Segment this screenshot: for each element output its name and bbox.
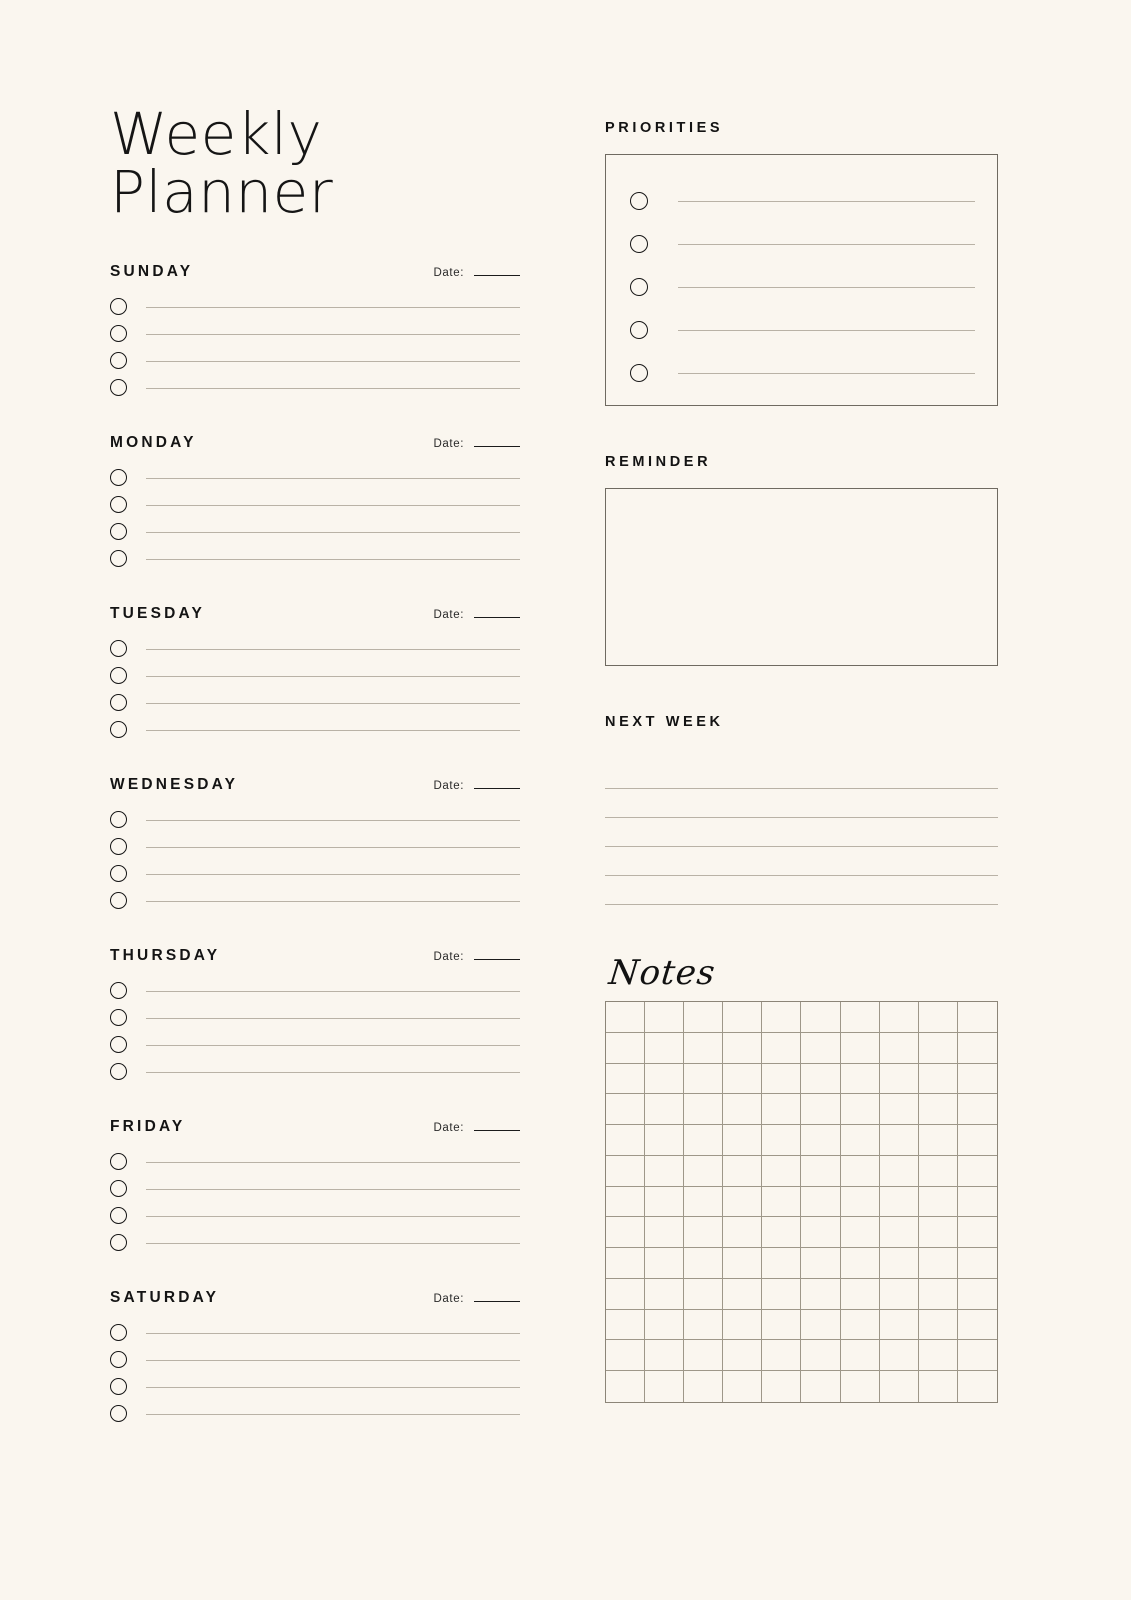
notes-grid-cell[interactable] [723, 1217, 762, 1248]
notes-grid-cell[interactable] [684, 1371, 723, 1402]
notes-grid-cell[interactable] [762, 1371, 801, 1402]
spacer [605, 406, 998, 454]
notes-grid-cell[interactable] [684, 1340, 723, 1371]
day-header [110, 263, 520, 281]
notes-grid-cell[interactable] [880, 1371, 919, 1402]
checkbox-circle-icon[interactable] [110, 1234, 127, 1251]
notes-grid-cell[interactable] [919, 1279, 958, 1310]
checkbox-circle-icon[interactable] [110, 667, 127, 684]
notes-grid-cell[interactable] [645, 1064, 684, 1095]
notes-grid-cell[interactable] [723, 1064, 762, 1095]
date-label: Date: [433, 951, 464, 963]
next-week-write-line[interactable] [605, 876, 998, 905]
reminder-box[interactable] [605, 488, 998, 666]
sidebar-column [605, 120, 998, 1403]
task-write-line[interactable] [146, 675, 520, 677]
date-input-line[interactable] [474, 274, 520, 276]
checkbox-circle-icon[interactable] [110, 982, 127, 999]
date-input-line[interactable] [474, 958, 520, 960]
task-row[interactable] [110, 833, 520, 860]
date-field-sunday[interactable] [434, 267, 521, 279]
notes-grid-cell[interactable] [841, 1371, 880, 1402]
notes-grid-cell[interactable] [606, 1310, 645, 1341]
notes-grid-cell[interactable] [645, 1340, 684, 1371]
next-week-write-line[interactable] [605, 760, 998, 789]
next-week-lines[interactable] [605, 760, 998, 905]
notes-grid-cell[interactable] [723, 1002, 762, 1033]
notes-grid[interactable] [605, 1001, 998, 1403]
notes-grid-cell[interactable] [723, 1033, 762, 1064]
day-block-thursday [110, 947, 520, 1085]
notes-grid-cell[interactable] [723, 1156, 762, 1187]
notes-grid-cell[interactable] [801, 1217, 840, 1248]
priority-row[interactable] [630, 308, 975, 351]
task-row[interactable] [110, 491, 520, 518]
notes-grid-cell[interactable] [723, 1310, 762, 1341]
notes-grid-cell[interactable] [880, 1217, 919, 1248]
day-header [110, 776, 520, 794]
checkbox-circle-icon[interactable] [110, 640, 127, 657]
task-row[interactable] [110, 1175, 520, 1202]
notes-grid-cell[interactable] [684, 1002, 723, 1033]
task-row[interactable] [110, 1319, 520, 1346]
notes-grid-cell[interactable] [762, 1156, 801, 1187]
checkbox-circle-icon[interactable] [630, 235, 648, 253]
checkbox-circle-icon[interactable] [110, 1351, 127, 1368]
notes-grid-cell[interactable] [606, 1125, 645, 1156]
notes-grid-cell[interactable] [762, 1279, 801, 1310]
notes-grid-cell[interactable] [919, 1248, 958, 1279]
checkbox-circle-icon[interactable] [110, 1009, 127, 1026]
day-header [110, 1118, 520, 1136]
notes-grid-cell[interactable] [801, 1064, 840, 1095]
task-row[interactable] [110, 1202, 520, 1229]
notes-grid-cell[interactable] [880, 1064, 919, 1095]
task-row[interactable] [110, 320, 520, 347]
day-block-wednesday [110, 776, 520, 914]
notes-grid-cell[interactable] [841, 1064, 880, 1095]
task-write-line[interactable] [146, 1386, 520, 1388]
task-write-line[interactable] [146, 360, 520, 362]
task-write-line[interactable] [146, 1017, 520, 1019]
day-name-tuesday: TUESDAY [110, 605, 206, 622]
task-write-line[interactable] [146, 1359, 520, 1361]
date-label: Date: [433, 438, 464, 450]
checkbox-circle-icon[interactable] [110, 523, 127, 540]
priority-write-line[interactable] [678, 329, 975, 331]
priority-write-line[interactable] [678, 243, 975, 245]
checkbox-circle-icon[interactable] [110, 379, 127, 396]
notes-grid-cell[interactable] [684, 1094, 723, 1125]
notes-grid-cell[interactable] [645, 1002, 684, 1033]
day-block-sunday [110, 263, 520, 401]
date-input-line[interactable] [474, 1300, 520, 1302]
task-row[interactable] [110, 977, 520, 1004]
notes-grid-cell[interactable] [684, 1156, 723, 1187]
notes-grid-cell[interactable] [880, 1125, 919, 1156]
notes-grid-cell[interactable] [684, 1187, 723, 1218]
task-row[interactable] [110, 1400, 520, 1427]
priorities-title: PRIORITIES [605, 120, 724, 136]
notes-grid-cell[interactable] [762, 1094, 801, 1125]
notes-grid-cell[interactable] [958, 1125, 997, 1156]
task-write-line[interactable] [146, 873, 520, 875]
date-label: Date: [433, 267, 464, 279]
notes-grid-cell[interactable] [606, 1248, 645, 1279]
date-label: Date: [433, 609, 464, 621]
next-week-title: NEXT WEEK [605, 714, 724, 730]
notes-grid-cell[interactable] [841, 1217, 880, 1248]
notes-grid-cell[interactable] [841, 1248, 880, 1279]
notes-grid-cell[interactable] [606, 1217, 645, 1248]
date-input-line[interactable] [474, 1129, 520, 1131]
task-row[interactable] [110, 293, 520, 320]
notes-grid-cell[interactable] [958, 1002, 997, 1033]
notes-grid-cell[interactable] [841, 1033, 880, 1064]
notes-grid-cell[interactable] [645, 1156, 684, 1187]
checkbox-circle-icon[interactable] [630, 364, 648, 382]
checkbox-circle-icon[interactable] [110, 325, 127, 342]
notes-grid-cell[interactable] [841, 1156, 880, 1187]
task-write-line[interactable] [146, 846, 520, 848]
notes-grid-cell[interactable] [919, 1125, 958, 1156]
priority-write-line[interactable] [678, 372, 975, 374]
next-week-write-line[interactable] [605, 789, 998, 818]
notes-grid-cell[interactable] [645, 1279, 684, 1310]
notes-grid-cell[interactable] [645, 1125, 684, 1156]
notes-grid-cell[interactable] [762, 1064, 801, 1095]
date-field-thursday[interactable] [434, 951, 521, 963]
notes-grid-cell[interactable] [880, 1187, 919, 1218]
date-field-friday[interactable] [434, 1122, 521, 1134]
checkbox-circle-icon[interactable] [110, 298, 127, 315]
task-row[interactable] [110, 1229, 520, 1256]
notes-grid-cell[interactable] [723, 1248, 762, 1279]
notes-grid-cell[interactable] [841, 1002, 880, 1033]
task-row[interactable] [110, 518, 520, 545]
notes-grid-cell[interactable] [958, 1371, 997, 1402]
notes-grid-cell[interactable] [958, 1340, 997, 1371]
notes-grid-cell[interactable] [880, 1248, 919, 1279]
task-write-line[interactable] [146, 1188, 520, 1190]
notes-grid-cell[interactable] [645, 1217, 684, 1248]
task-write-line[interactable] [146, 1161, 520, 1163]
notes-grid-cell[interactable] [801, 1033, 840, 1064]
notes-grid-cell[interactable] [801, 1279, 840, 1310]
task-write-line[interactable] [146, 729, 520, 731]
notes-grid-cell[interactable] [645, 1371, 684, 1402]
notes-grid-cell[interactable] [762, 1002, 801, 1033]
notes-grid-cell[interactable] [880, 1002, 919, 1033]
checkbox-circle-icon[interactable] [110, 1180, 127, 1197]
notes-grid-cell[interactable] [958, 1187, 997, 1218]
notes-grid-cell[interactable] [919, 1310, 958, 1341]
task-write-line[interactable] [146, 819, 520, 821]
task-write-line[interactable] [146, 900, 520, 902]
date-input-line[interactable] [474, 445, 520, 447]
notes-grid-cell[interactable] [841, 1125, 880, 1156]
notes-grid-cell[interactable] [606, 1156, 645, 1187]
day-name-friday: FRIDAY [110, 1118, 186, 1135]
notes-grid-cell[interactable] [958, 1064, 997, 1095]
notes-grid-cell[interactable] [919, 1094, 958, 1125]
notes-grid-cell[interactable] [645, 1310, 684, 1341]
checkbox-circle-icon[interactable] [110, 1063, 127, 1080]
notes-grid-cell[interactable] [801, 1371, 840, 1402]
notes-grid-cell[interactable] [762, 1125, 801, 1156]
checkbox-circle-icon[interactable] [110, 1153, 127, 1170]
checkbox-circle-icon[interactable] [110, 469, 127, 486]
date-label: Date: [433, 1122, 464, 1134]
task-write-line[interactable] [146, 1332, 520, 1334]
date-label: Date: [433, 1293, 464, 1305]
checkbox-circle-icon[interactable] [110, 1405, 127, 1422]
checkbox-circle-icon[interactable] [110, 1207, 127, 1224]
notes-grid-cell[interactable] [723, 1279, 762, 1310]
priority-row[interactable] [630, 222, 975, 265]
task-write-line[interactable] [146, 306, 520, 308]
checkbox-circle-icon[interactable] [110, 1324, 127, 1341]
notes-grid-cell[interactable] [958, 1094, 997, 1125]
checkbox-circle-icon[interactable] [630, 278, 648, 296]
task-write-line[interactable] [146, 990, 520, 992]
notes-grid-cell[interactable] [801, 1094, 840, 1125]
spacer [605, 905, 998, 953]
notes-grid-cell[interactable] [880, 1279, 919, 1310]
task-write-line[interactable] [146, 702, 520, 704]
notes-grid-cell[interactable] [919, 1033, 958, 1064]
task-row[interactable] [110, 347, 520, 374]
checkbox-circle-icon[interactable] [110, 1378, 127, 1395]
notes-grid-cell[interactable] [801, 1187, 840, 1218]
day-name-monday: MONDAY [110, 434, 197, 451]
task-write-line[interactable] [146, 333, 520, 335]
task-row[interactable] [110, 860, 520, 887]
day-name-sunday: SUNDAY [110, 263, 194, 280]
task-row[interactable] [110, 1346, 520, 1373]
notes-grid-cell[interactable] [958, 1248, 997, 1279]
next-week-write-line[interactable] [605, 818, 998, 847]
task-row[interactable] [110, 662, 520, 689]
task-row[interactable] [110, 887, 520, 914]
task-row[interactable] [110, 545, 520, 572]
day-block-tuesday [110, 605, 520, 743]
notes-grid-cell[interactable] [880, 1156, 919, 1187]
notes-grid-cell[interactable] [880, 1094, 919, 1125]
notes-grid-cell[interactable] [606, 1340, 645, 1371]
checkbox-circle-icon[interactable] [110, 892, 127, 909]
notes-grid-cell[interactable] [606, 1187, 645, 1218]
task-row[interactable] [110, 464, 520, 491]
notes-grid-cell[interactable] [684, 1125, 723, 1156]
notes-grid-cell[interactable] [841, 1187, 880, 1218]
checkbox-circle-icon[interactable] [110, 550, 127, 567]
notes-grid-cell[interactable] [645, 1187, 684, 1218]
notes-grid-cell[interactable] [958, 1033, 997, 1064]
notes-grid-cell[interactable] [801, 1340, 840, 1371]
notes-grid-cell[interactable] [684, 1033, 723, 1064]
day-block-monday [110, 434, 520, 572]
notes-grid-cell[interactable] [606, 1371, 645, 1402]
notes-grid-cell[interactable] [801, 1310, 840, 1341]
notes-grid-cell[interactable] [919, 1217, 958, 1248]
checkbox-circle-icon[interactable] [110, 721, 127, 738]
checkbox-circle-icon[interactable] [110, 496, 127, 513]
notes-grid-cell[interactable] [801, 1125, 840, 1156]
checkbox-circle-icon[interactable] [110, 352, 127, 369]
notes-grid-cell[interactable] [762, 1217, 801, 1248]
task-write-line[interactable] [146, 1242, 520, 1244]
notes-grid-cell[interactable] [762, 1310, 801, 1341]
notes-grid-cell[interactable] [684, 1279, 723, 1310]
notes-grid-cell[interactable] [841, 1340, 880, 1371]
notes-grid-cell[interactable] [762, 1248, 801, 1279]
notes-grid-cell[interactable] [841, 1279, 880, 1310]
notes-grid-cell[interactable] [762, 1187, 801, 1218]
priority-write-line[interactable] [678, 286, 975, 288]
checkbox-circle-icon[interactable] [110, 694, 127, 711]
notes-grid-cell[interactable] [801, 1248, 840, 1279]
task-row[interactable] [110, 1373, 520, 1400]
day-name-thursday: THURSDAY [110, 947, 221, 964]
notes-grid-cell[interactable] [880, 1340, 919, 1371]
day-header [110, 947, 520, 965]
notes-grid-cell[interactable] [919, 1371, 958, 1402]
notes-grid-cell[interactable] [841, 1310, 880, 1341]
checkbox-circle-icon[interactable] [110, 838, 127, 855]
task-write-line[interactable] [146, 531, 520, 533]
day-block-saturday [110, 1289, 520, 1427]
task-write-line[interactable] [146, 648, 520, 650]
notes-grid-cell[interactable] [645, 1248, 684, 1279]
task-write-line[interactable] [146, 387, 520, 389]
date-field-tuesday[interactable] [434, 609, 521, 621]
date-label: Date: [433, 780, 464, 792]
date-field-wednesday[interactable] [434, 780, 521, 792]
notes-grid-cell[interactable] [919, 1340, 958, 1371]
task-row[interactable] [110, 716, 520, 743]
notes-grid-cell[interactable] [958, 1279, 997, 1310]
priority-row[interactable] [630, 265, 975, 308]
notes-grid-cell[interactable] [958, 1310, 997, 1341]
date-input-line[interactable] [474, 616, 520, 618]
notes-grid-cell[interactable] [919, 1156, 958, 1187]
task-write-line[interactable] [146, 477, 520, 479]
day-header [110, 605, 520, 623]
checkbox-circle-icon[interactable] [630, 192, 648, 210]
task-row[interactable] [110, 1148, 520, 1175]
date-field-monday[interactable] [434, 438, 521, 450]
notes-grid-cell[interactable] [958, 1217, 997, 1248]
notes-grid-cell[interactable] [645, 1094, 684, 1125]
day-name-saturday: SATURDAY [110, 1289, 220, 1306]
next-week-write-line[interactable] [605, 847, 998, 876]
day-block-friday [110, 1118, 520, 1256]
notes-grid-cell[interactable] [880, 1033, 919, 1064]
task-row[interactable] [110, 689, 520, 716]
notes-grid-cell[interactable] [684, 1217, 723, 1248]
notes-grid-cell[interactable] [684, 1248, 723, 1279]
notes-grid-cell[interactable] [606, 1002, 645, 1033]
date-input-line[interactable] [474, 787, 520, 789]
task-row[interactable] [110, 1004, 520, 1031]
priority-write-line[interactable] [678, 200, 975, 202]
checkbox-circle-icon[interactable] [110, 811, 127, 828]
task-row[interactable] [110, 374, 520, 401]
notes-grid-cell[interactable] [606, 1094, 645, 1125]
task-row[interactable] [110, 1058, 520, 1085]
notes-grid-cell[interactable] [801, 1002, 840, 1033]
notes-grid-cell[interactable] [723, 1340, 762, 1371]
task-row[interactable] [110, 806, 520, 833]
checkbox-circle-icon[interactable] [110, 1036, 127, 1053]
checkbox-circle-icon[interactable] [630, 321, 648, 339]
notes-grid-cell[interactable] [958, 1156, 997, 1187]
task-row[interactable] [110, 635, 520, 662]
notes-grid-cell[interactable] [606, 1033, 645, 1064]
notes-grid-cell[interactable] [645, 1033, 684, 1064]
notes-grid-cell[interactable] [723, 1187, 762, 1218]
notes-grid-cell[interactable] [919, 1187, 958, 1218]
notes-grid-cell[interactable] [880, 1310, 919, 1341]
task-write-line[interactable] [146, 1044, 520, 1046]
days-column [110, 100, 520, 1460]
checkbox-circle-icon[interactable] [110, 865, 127, 882]
day-name-wednesday: WEDNESDAY [110, 776, 239, 793]
priority-row[interactable] [630, 179, 975, 222]
task-row[interactable] [110, 1031, 520, 1058]
notes-grid-cell[interactable] [684, 1310, 723, 1341]
page-title: Weekly Planner [110, 100, 334, 226]
notes-grid-cell[interactable] [723, 1371, 762, 1402]
task-write-line[interactable] [146, 504, 520, 506]
task-write-line[interactable] [146, 1215, 520, 1217]
task-write-line[interactable] [146, 1413, 520, 1415]
notes-grid-cell[interactable] [801, 1156, 840, 1187]
date-field-saturday[interactable] [434, 1293, 521, 1305]
notes-grid-cell[interactable] [841, 1094, 880, 1125]
day-header [110, 1289, 520, 1307]
notes-grid-cell[interactable] [606, 1279, 645, 1310]
notes-grid-cell[interactable] [762, 1033, 801, 1064]
day-header [110, 434, 520, 452]
notes-grid-cell[interactable] [606, 1064, 645, 1095]
notes-grid-cell[interactable] [723, 1094, 762, 1125]
priorities-box[interactable] [605, 154, 998, 406]
notes-grid-cell[interactable] [919, 1064, 958, 1095]
notes-grid-cell[interactable] [919, 1002, 958, 1033]
notes-grid-cell[interactable] [684, 1064, 723, 1095]
task-write-line[interactable] [146, 1071, 520, 1073]
spacer [605, 666, 998, 714]
notes-title: Notes [606, 953, 718, 993]
notes-grid-cell[interactable] [762, 1340, 801, 1371]
reminder-title: REMINDER [605, 454, 712, 470]
task-write-line[interactable] [146, 558, 520, 560]
notes-grid-cell[interactable] [723, 1125, 762, 1156]
priority-row[interactable] [630, 351, 975, 394]
